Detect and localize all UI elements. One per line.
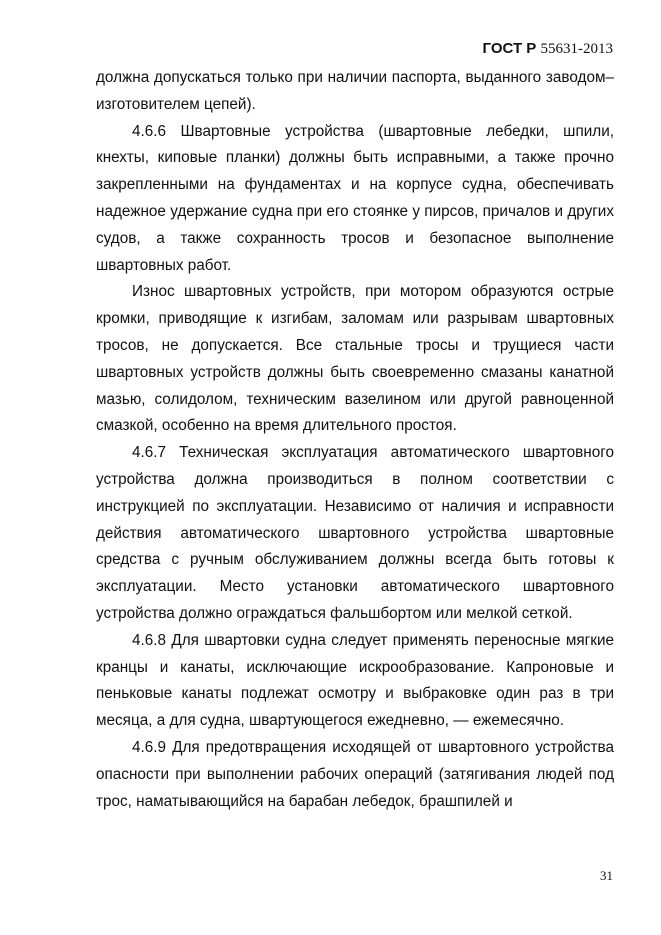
standard-number: 55631-2013 (540, 41, 613, 57)
paragraph-4-6-9: 4.6.9 Для предотвращения исходящей от швартовного устройства опасности при выполнении рабочих операций (затягивания людей под трос, наматывающийся на барабан лебедок, брашпилей и (96, 738, 614, 810)
paragraph-continuation: должна допускаться только при наличии паспорта, выданного заводом–изготовителем цепей). (96, 69, 614, 113)
standard-label: ГОСТ Р (482, 40, 537, 57)
paragraph-wear: Износ швартовных устройств, при мотором образуются острые кромки, приводящие к изгибам, заломам или разрывам швартовных тросов, не допускается. Все стальные тросы и трущиеся части швартовных устройств должны быть своевременно смазаны канатной мазью, солидолом, техническим вазелином или другой равноценной смазкой, особенно на время длительного простоя. (96, 283, 614, 435)
paragraph-4-6-8: 4.6.8 Для швартовки судна следует применять переносные мягкие кранцы и канаты, исключающие искрообразование. Капроновые и пеньковые канаты подлежат осмотру и выбраковке один раз в три месяца, а для судна, швартующегося ежедневно, — ежемесячно. (96, 631, 614, 730)
document-body (96, 65, 614, 815)
document-header (483, 40, 613, 58)
paragraph-4-6-7: 4.6.7 Техническая эксплуатация автоматического швартовного устройства должна производиться в полном соответствии с инструкцией по эксплуатации. Независимо от наличия и исправности действия автоматического швартовного устройства швартовные средства с ручным обслуживанием должны всегда быть готовы к эксплуатации. Место установки автоматического швартовного устройства должно ограждаться фальшбортом или мелкой сеткой. (96, 444, 614, 622)
page-number: 31 (600, 868, 613, 883)
paragraph-4-6-6: 4.6.6 Швартовные устройства (швартовные лебедки, шпили, кнехты, киповые планки) должны быть исправными, а также прочно закрепленными на фундаментах и на корпусе судна, обеспечивать надежное удержание судна при его стоянке у пирсов, причалов и других судов, а также сохранность тросов и безопасное выполнение швартовных работ. (96, 122, 614, 274)
